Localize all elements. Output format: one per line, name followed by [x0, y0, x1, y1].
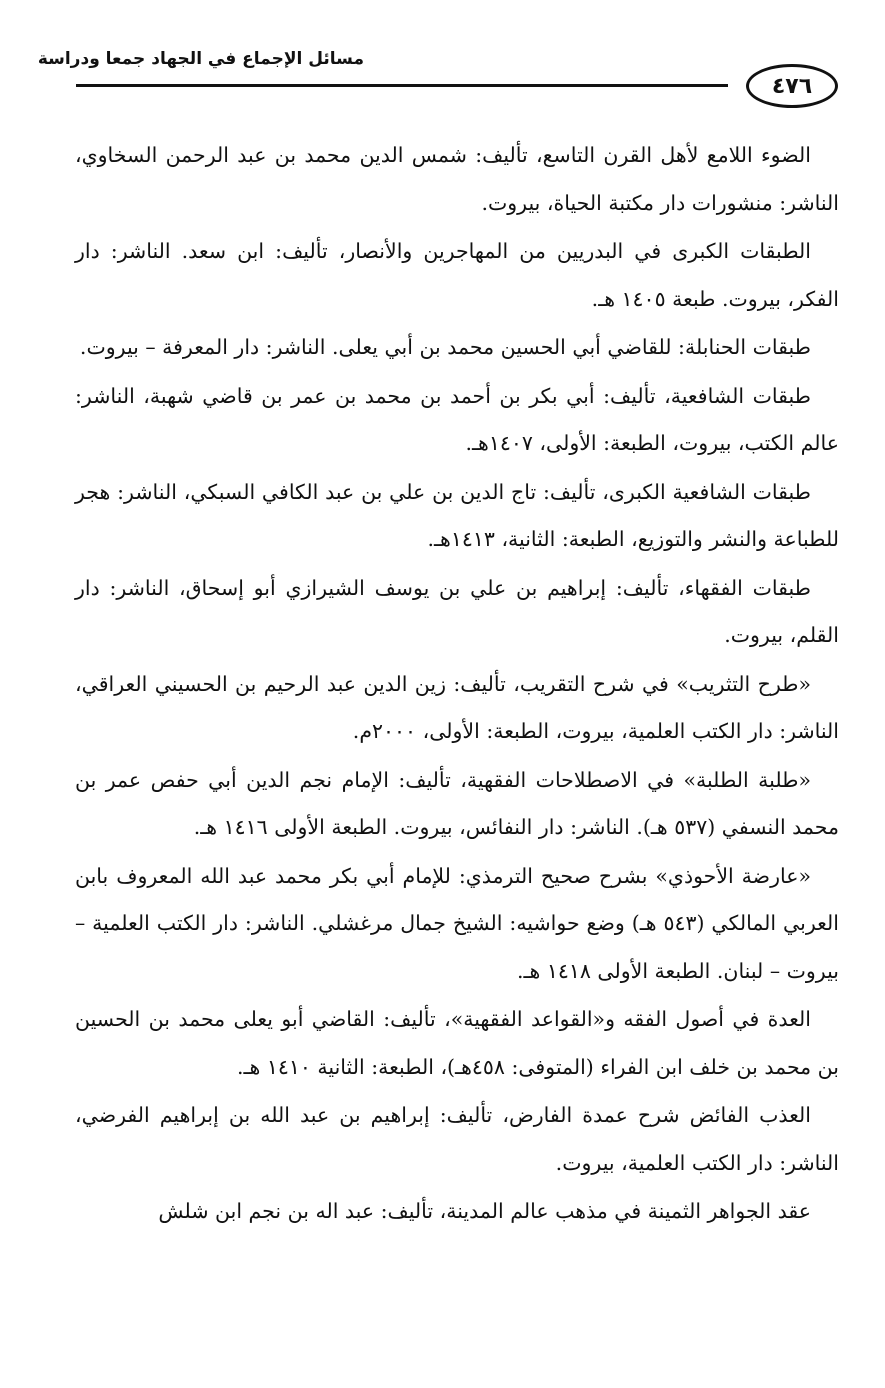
bibliography-entry: الطبقات الكبرى في البدريين من المهاجرين والأنصار، تأليف: ابن سعد. الناشر: دار الفكر، بيروت. طبعة ١٤٠٥ هـ.	[75, 239, 839, 311]
bibliography-entry: طبقات الفقهاء، تأليف: إبراهيم بن علي بن يوسف الشيرازي أبو إسحاق، الناشر: دار القلم، بيروت.	[75, 575, 839, 647]
bibliography-entry: طبقات الشافعية، تأليف: أبي بكر بن أحمد بن محمد بن عمر بن قاضي شهبة، الناشر: عالم الكتب، بيروت، الطبعة: الأولى، ١٤٠٧هـ.	[75, 383, 839, 455]
bibliography-entry: عقد الجواهر الثمينة في مذهب عالم المدينة، تأليف: عبد اله بن نجم ابن شلش	[158, 1199, 811, 1223]
bibliography-entry: «عارضة الأحوذي» بشرح صحيح الترمذي: للإمام أبي بكر محمد عبد الله المعروف بابن العربي المالكي (٥٤٣ هـ) وضع حواشيه: الشيخ جمال مرغشلي. الناشر: دار الكتب العلمية – بيروت – لبنان. الطبعة الأولى ١٤١٨ هـ.	[75, 863, 839, 983]
bibliography-entry: العذب الفائض شرح عمدة الفارض، تأليف: إبراهيم بن عبد الله بن إبراهيم الفرضي، الناشر: دار الكتب العلمية، بيروت.	[75, 1103, 839, 1175]
bibliography-entry: «طلبة الطلبة» في الاصطلاحات الفقهية، تأليف: الإمام نجم الدين أبي حفص عمر بن محمد النسفي (٥٣٧ هـ). الناشر: دار النفائس، بيروت. الطبعة الأولى ١٤١٦ هـ.	[75, 767, 839, 839]
bibliography-entry: العدة في أصول الفقه و«القواعد الفقهية»، تأليف: القاضي أبو يعلى محمد بن الحسين بن محمد بن خلف ابن الفراء (المتوفى: ٤٥٨هـ)، الطبعة: الثانية ١٤١٠ هـ.	[75, 1007, 839, 1079]
page-number-badge: ٤٧٦	[746, 64, 838, 108]
bibliography-entry: طبقات الحنابلة: للقاضي أبي الحسين محمد بن أبي يعلى. الناشر: دار المعرفة – بيروت.	[79, 335, 811, 359]
bibliography-entry: طبقات الشافعية الكبرى، تأليف: تاج الدين بن علي بن عبد الكافي السبكي، الناشر: هجر للطباعة والنشر والتوزيع، الطبعة: الثانية، ١٤١٣هـ.	[75, 479, 839, 551]
running-title: مسائل الإجماع في الجهاد جمعا ودراسة	[37, 49, 364, 69]
bibliography-entry: «طرح التثريب» في شرح التقريب، تأليف: زين الدين عبد الرحيم بن الحسيني العراقي، الناشر: دار الكتب العلمية، بيروت، الطبعة: الأولى، ٢٠٠٠م.	[75, 671, 839, 743]
header-rule	[76, 84, 728, 87]
bibliography-entry: الضوء اللامع لأهل القرن التاسع، تأليف: شمس الدين محمد بن عبد الرحمن السخاوي، الناشر: منشورات دار مكتبة الحياة، بيروت.	[75, 143, 839, 215]
bibliography-list	[75, 132, 839, 1236]
page-header	[37, 40, 838, 120]
